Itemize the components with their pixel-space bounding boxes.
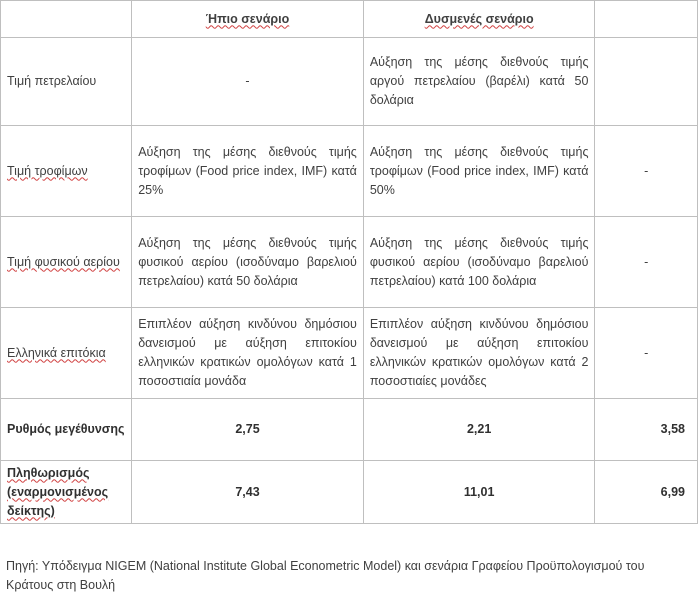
gas-price-label-text: Τιμή φυσικού αερίου [7,254,120,269]
inflation-third: 6,99 [595,461,698,524]
food-price-mild: Αύξηση της μέσης διεθνούς τιμής τροφίμων (Food price index, IMF) κατά 25% [132,126,364,217]
header-empty-cell [1,1,132,38]
inflation-label-text: Πληθωρισμός (εναρμονισμένος δείκτης) [7,465,109,518]
oil-price-adverse: Αύξηση της μέσης διεθνούς τιμής αργού πετρελαίου (βαρέλι) κατά 50 δολάρια [363,38,595,126]
inflation-mild: 7,43 [132,461,364,524]
header-adverse-scenario [363,1,595,38]
gas-price-mild: Αύξηση της μέσης διεθνούς τιμής φυσικού αερίου (ισοδύναμο βαρελιού πετρελαίου) κατά 50 δολάρια [132,217,364,308]
header-adverse-label: Δυσμενές σενάριο [424,11,534,26]
table-row-greek-rates [1,308,698,399]
greek-rates-adverse: Επιπλέον αύξηση κινδύνου δημόσιου δανεισμού με αύξηση επιτοκίου ελληνικών κρατικών ομολόγων κατά 2 ποσοστιαίες μονάδες [363,308,595,399]
gas-price-adverse: Αύξηση της μέσης διεθνούς τιμής φυσικού αερίου (ισοδύναμο βαρελιού πετρελαίου) κατά 100 δολάρια [363,217,595,308]
header-third-scenario [595,1,698,38]
greek-rates-mild: Επιπλέον αύξηση κινδύνου δημόσιου δανεισμού με αύξηση επιτοκίου ελληνικών κρατικών ομολόγων κατά 1 ποσοστιαία μονάδα [132,308,364,399]
table-row-oil-price [1,38,698,126]
gas-price-third: - [595,217,698,308]
table-row-food-price [1,126,698,217]
oil-price-third [595,38,698,126]
food-price-adverse: Αύξηση της μέσης διεθνούς τιμής τροφίμων (Food price index, IMF) κατά 50% [363,126,595,217]
row-label-gas-price [1,217,132,308]
table-row-inflation [1,461,698,524]
growth-rate-adverse: 2,21 [363,399,595,461]
inflation-adverse: 11,01 [363,461,595,524]
oil-price-mild: - [132,38,364,126]
row-label-inflation [1,461,132,524]
table-row-growth-rate [1,399,698,461]
row-label-food-price [1,126,132,217]
table-row-gas-price [1,217,698,308]
greek-rates-label-text: Ελληνικά επιτόκια [7,345,106,360]
header-mild-scenario [132,1,364,38]
food-price-label-text: Τιμή τροφίμων [7,163,88,178]
header-row [1,1,698,38]
row-label-greek-rates [1,308,132,399]
source-note: Πηγή: Υπόδειγμα NIGEM (National Institute Global Econometric Model) και σενάρια Γραφείου Προϋπολογισμού του Κράτους στη Βουλή [6,559,645,592]
greek-rates-third: - [595,308,698,399]
food-price-third: - [595,126,698,217]
growth-rate-third: 3,58 [595,399,698,461]
header-mild-label: Ήπιο σενάριο [205,11,290,26]
row-label-oil-price: Τιμή πετρελαίου [1,38,132,126]
growth-rate-mild: 2,75 [132,399,364,461]
row-label-growth-rate: Ρυθμός μεγέθυνσης [1,399,132,461]
